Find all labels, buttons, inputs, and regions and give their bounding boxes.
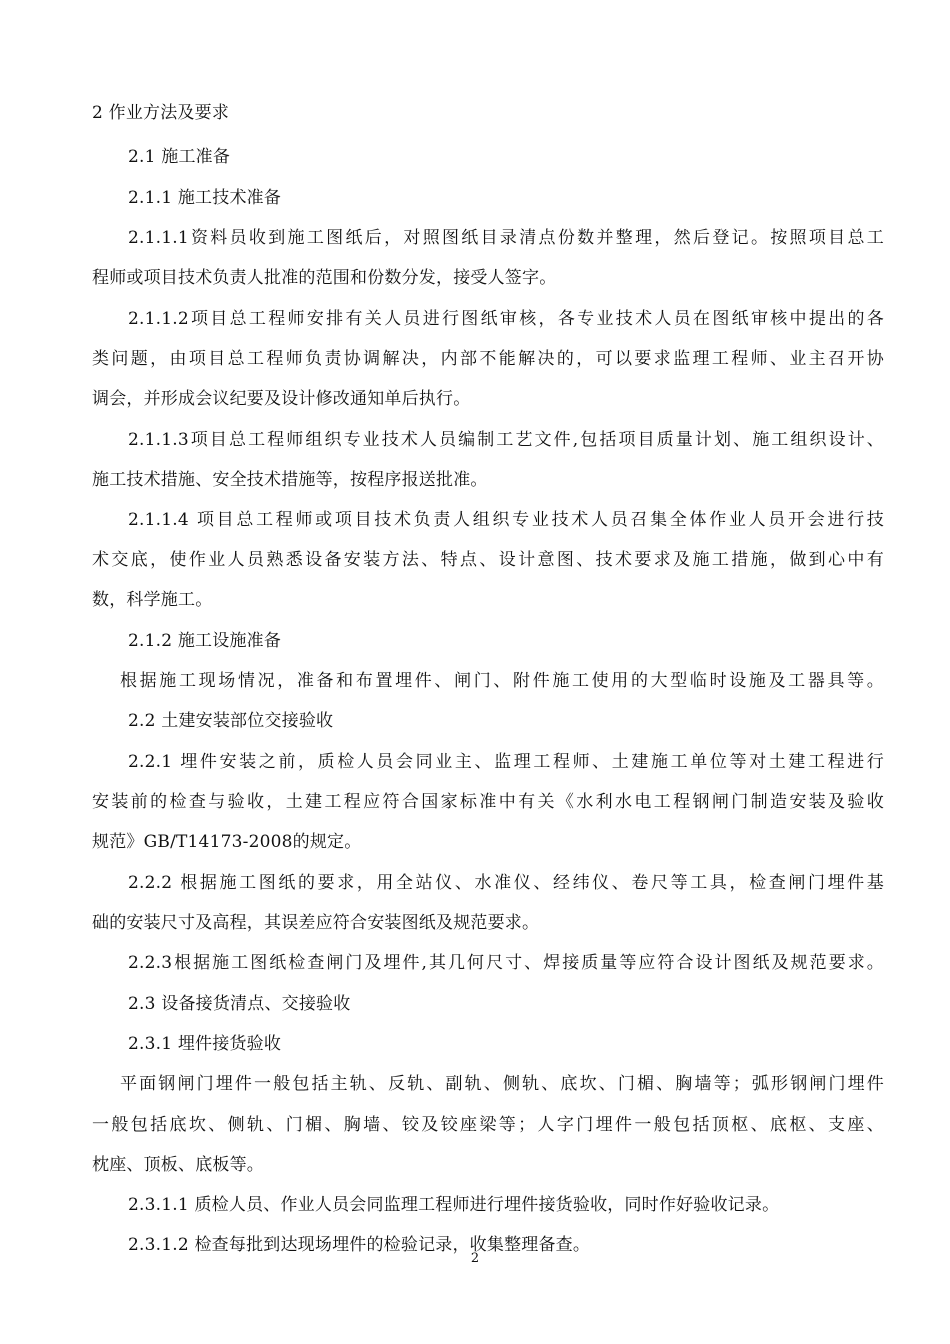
paragraph-2-1-1-4-line-1: 2.1.1.4 项目总工程师或项目技术负责人组织专业技术人员召集全体作业人员开会进行技 <box>128 510 884 530</box>
paragraph-2-3-1-line-3: 枕座、顶板、底板等。 <box>92 1155 264 1175</box>
paragraph-2-1-1-3-line-1: 2.1.1.3项目总工程师组织专业技术人员编制工艺文件,包括项目质量计划、施工组织设计、 <box>128 430 884 450</box>
paragraph-2-2-1-line-3: 规范》GB/T14173-2008的规定。 <box>92 832 362 852</box>
heading-2-1-1: 2.1.1 施工技术准备 <box>128 188 282 208</box>
paragraph-2-1-1-4-line-2: 术交底，使作业人员熟悉设备安装方法、特点、设计意图、技术要求及施工措施，做到心中有 <box>92 550 884 570</box>
paragraph-2-3-1-1: 2.3.1.1 质检人员、作业人员会同监理工程师进行埋件接货验收，同时作好验收记录。 <box>128 1195 780 1215</box>
paragraph-2-2-2-line-2: 础的安装尺寸及高程，其误差应符合安装图纸及规范要求。 <box>92 913 540 933</box>
heading-2-2: 2.2 土建安装部位交接验收 <box>128 711 334 731</box>
paragraph-2-3-1-line-2: 一般包括底坎、侧轨、门楣、胸墙、铰及铰座梁等；人字门埋件一般包括顶枢、底枢、支座、 <box>92 1115 884 1135</box>
paragraph-2-1-1-1-line-1: 2.1.1.1资料员收到施工图纸后，对照图纸目录清点份数并整理，然后登记。按照项目总工 <box>128 228 884 248</box>
paragraph-2-2-1-line-2: 安装前的检查与验收，土建工程应符合国家标准中有关《水利水电工程钢闸门制造安装及验收 <box>92 792 884 812</box>
heading-2-3-1: 2.3.1 埋件接货验收 <box>128 1034 282 1054</box>
paragraph-2-2-2-line-1: 2.2.2 根据施工图纸的要求，用全站仪、水准仪、经纬仪、卷尺等工具，检查闸门埋件基 <box>128 873 884 893</box>
paragraph-2-1-1-4-line-3: 数，科学施工。 <box>92 590 213 610</box>
paragraph-2-1-1-2-line-3: 调会，并形成会议纪要及设计修改通知单后执行。 <box>92 389 471 409</box>
section-heading-2: 2 作业方法及要求 <box>92 103 230 123</box>
paragraph-2-1-1-3-line-2: 施工技术措施、安全技术措施等，按程序报送批准。 <box>92 470 488 490</box>
paragraph-2-1-2: 根据施工现场情况，准备和布置埋件、闸门、附件施工使用的大型临时设施及工器具等。 <box>120 671 884 691</box>
paragraph-2-2-1-line-1: 2.2.1 埋件安装之前，质检人员会同业主、监理工程师、土建施工单位等对土建工程进行 <box>128 752 884 772</box>
paragraph-2-1-1-1-line-2: 程师或项目技术负责人批准的范围和份数分发，接受人签字。 <box>92 268 557 288</box>
paragraph-2-2-3: 2.2.3根据施工图纸检查闸门及埋件,其几何尺寸、焊接质量等应符合设计图纸及规范要求。 <box>128 953 884 973</box>
page-number: 2 <box>470 1251 480 1266</box>
paragraph-2-3-1-2: 2.3.1.2 检查每批到达现场埋件的检验记录，收集整理备查。 <box>128 1235 591 1255</box>
paragraph-2-3-1-line-1: 平面钢闸门埋件一般包括主轨、反轨、副轨、侧轨、底坎、门楣、胸墙等；弧形钢闸门埋件 <box>120 1074 884 1094</box>
heading-2-1-2: 2.1.2 施工设施准备 <box>128 631 282 651</box>
heading-2-3: 2.3 设备接货清点、交接验收 <box>128 994 351 1014</box>
heading-2-1: 2.1 施工准备 <box>128 147 231 167</box>
paragraph-2-1-1-2-line-1: 2.1.1.2项目总工程师安排有关人员进行图纸审核，各专业技术人员在图纸审核中提出的各 <box>128 309 884 329</box>
paragraph-2-1-1-2-line-2: 类问题，由项目总工程师负责协调解决，内部不能解决的，可以要求监理工程师、业主召开协 <box>92 349 884 369</box>
